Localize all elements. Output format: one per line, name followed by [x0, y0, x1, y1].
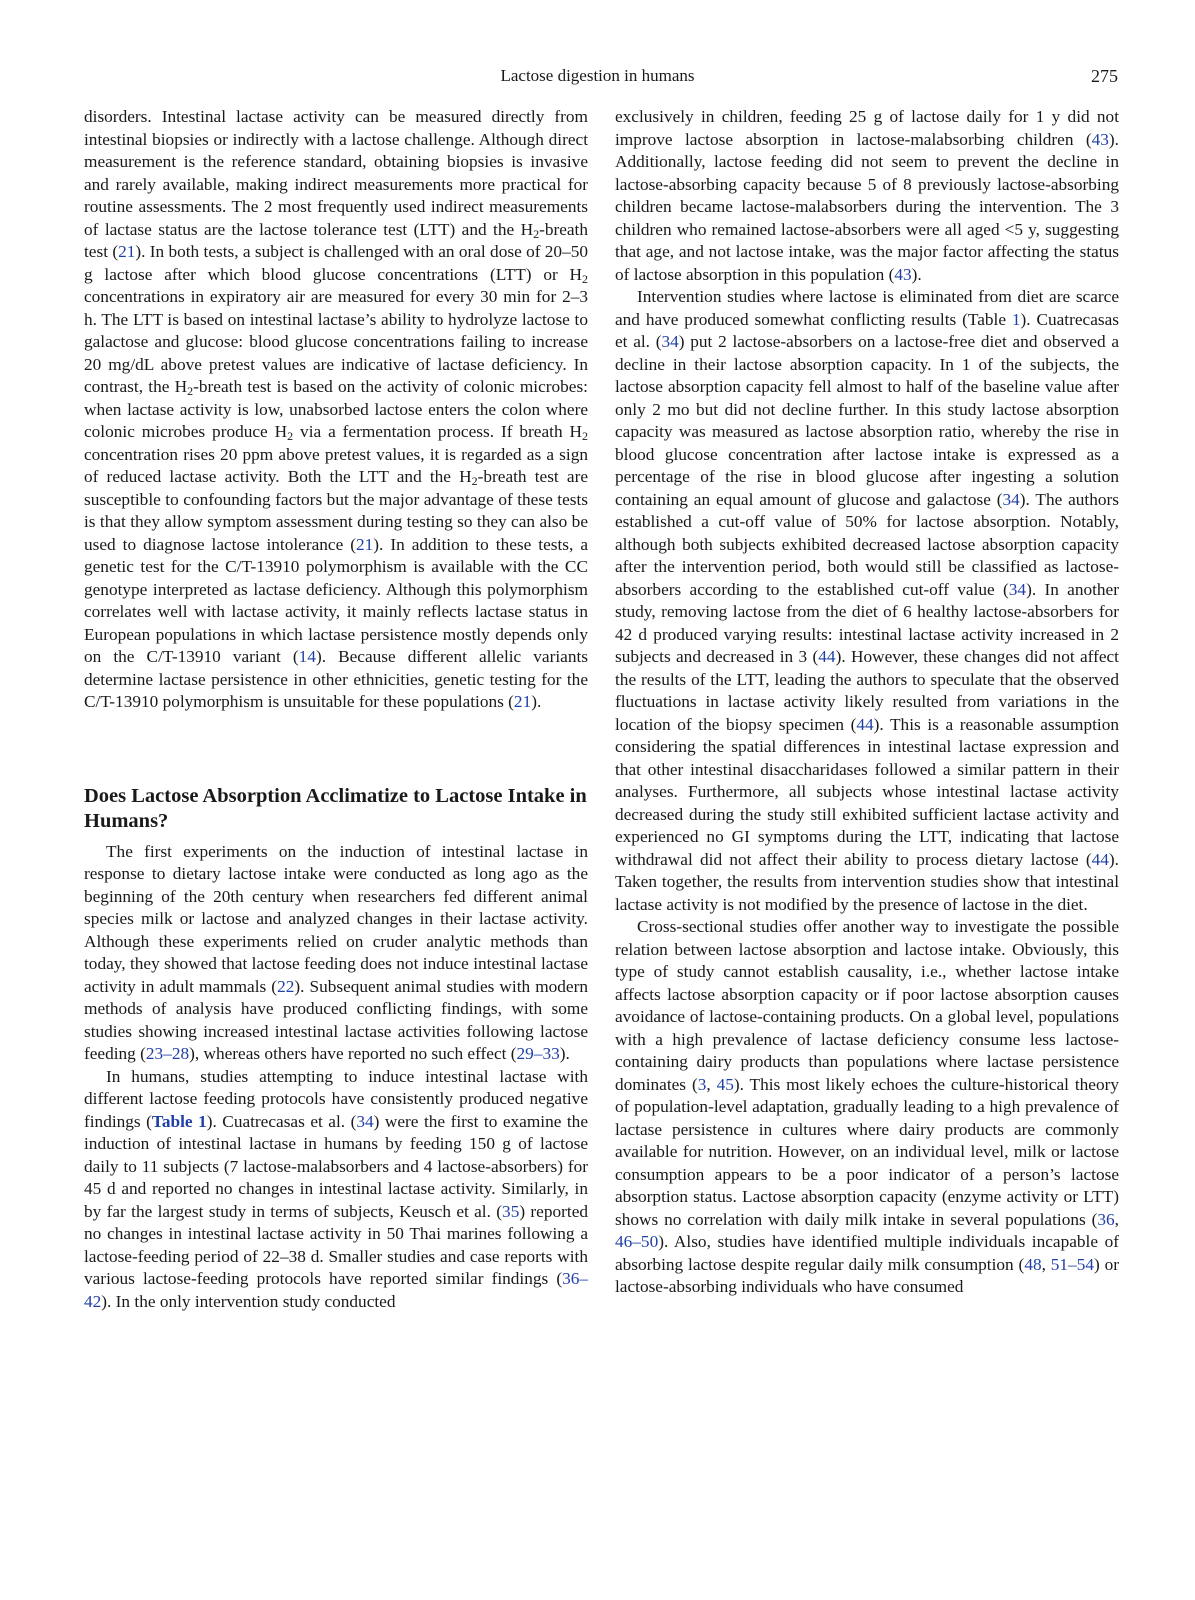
- citation-link[interactable]: 43: [1091, 129, 1109, 149]
- table-link[interactable]: 1: [1011, 309, 1021, 329]
- section-heading: Does Lactose Absorption Acclimatize to Lactose Intake in Humans?: [84, 784, 587, 832]
- citation-link[interactable]: 36: [1097, 1209, 1115, 1229]
- citation-link[interactable]: 43: [894, 264, 912, 284]
- page-number: 275: [1091, 66, 1118, 86]
- citation-link[interactable]: 34: [1002, 489, 1020, 509]
- paragraph: exclusively in children, feeding 25 g of lactose daily for 1 y did not improve lactose absorption in lactose-malabsorbing children (43). Additionally, lactose feeding did not seem to prevent the decline in lactose-absorbing capacity because 5 of 8 previously lactose-absorbing children became lactose-malabsorbers during the intervention. The 3 children who remained lactose-absorbers were all aged <5 y, suggesting that age, and not lactose intake, was the major factor affecting the status of lactose absorption in this population (43).: [615, 107, 1119, 284]
- citation-link[interactable]: 48: [1024, 1254, 1042, 1274]
- citation-link[interactable]: 44: [818, 647, 836, 666]
- citation-link[interactable]: 34: [1008, 579, 1027, 599]
- citation-link[interactable]: 44: [1091, 849, 1109, 869]
- citation-link[interactable]: 3: [697, 1074, 707, 1094]
- citation-link[interactable]: 23–28: [145, 1044, 190, 1063]
- paragraph: The first experiments on the induction of intestinal lactase in response to dietary lactose intake were conducted as long ago as the beginning of the 20th century when researchers fed different animal species milk or lactose and analyzed changes in their lactase activity. Although these experiments relied on cruder analytic methods than today, they showed that lactose feeding does not induce intestinal lactase activity in adult mammals (22). Subsequent animal studies with modern methods of analysis have produced conflicting findings, with some studies showing increased intestinal lactase activities following lactose feeding (23–28), whereas others have reported no such effect (29–33).: [84, 841, 588, 1063]
- citation-link[interactable]: 34: [661, 332, 679, 351]
- citation-link[interactable]: 44: [856, 714, 874, 734]
- citation-link[interactable]: 14: [298, 647, 316, 666]
- citation-link[interactable]: 46–50: [615, 1232, 659, 1251]
- citation-link[interactable]: 21: [356, 534, 374, 554]
- paragraph: Cross-sectional studies offer another way to investigate the possible relation between lactose absorption and lactose intake. Obviously, this type of study cannot establish causality, i.e., whether lactose intake affects lactose absorption capacity or if poor lactose absorption causes avoidance of lactose-containing products. On a global level, populations with a high prevalence of lactase deficiency consume less lactose-containing dairy products than populations where lactase persistence dominates (3, 45). This most likely echoes the culture-historical theory of population-level adaptation, gradually leading to a high prevalence of lactase persistence in cultures where dairy products are commonly available for nutrition. However, on an individual level, milk or lactose consumption appears to be a poor indicator of a person’s lactose absorption status. Lactose absorption capacity (enzyme activity or LTT) shows no correlation with daily milk intake in several populations (36, 46–50). Also, studies have identified multiple individuals incapable of absorbing lactose despite regular daily milk consumption (48, 51–54) or lactose-absorbing individuals who have consumed: [615, 917, 1120, 1296]
- citation-link[interactable]: 21: [513, 692, 532, 711]
- citation-link[interactable]: 51–54: [1050, 1254, 1094, 1274]
- citation-link[interactable]: 34: [356, 1111, 374, 1131]
- citation-link[interactable]: 21: [118, 242, 136, 261]
- citation-link[interactable]: 45: [716, 1074, 734, 1094]
- citation-link[interactable]: 36–42: [84, 1269, 588, 1311]
- right-column: [615, 106, 1119, 1299]
- citation-link[interactable]: 22: [277, 976, 295, 996]
- paragraph: disorders. Intestinal lactase activity can be measured directly from intestinal biopsies or indirectly with a lactose challenge. Although direct measurement is the reference standard, obtaining biopsies is invasive and rarely available, making indirect measurements more practical for routine assessments. The 2 most frequently used indirect measurements of lactase status are the lactose tolerance test (LTT) and the $H_2$-breath test (21). In both tests, a subject is challenged with an oral dose of 20–50 g lactose after which blood glucose concentrations (LTT) or $H_2$ concentrations in expiratory air are measured for every 30 min for 2–3 h. The LTT is based on intestinal lactase’s ability to hydrolyze lactose to galactose and glucose: blood glucose concentrations failing to increase 20 mg/dL above pretest values are indicative of lactase deficiency. In contrast, the $H_2$-breath test is based on the activity of colonic microbes: when lactase activity is low, unabsorbed lactose enters the colon where colonic microbes produce $H_2$ via a fermentation process. If breath $H_2$ concentration rises 20 ppm above pretest values, it is regarded as a sign of reduced lactase activity. Both the LTT and the $H_2$-breath test are susceptible to confounding factors but the major advantage of these tests is that they allow symptom assessment during testing so they can also be used to diagnose lactose intolerance (21). In addition to these tests, a genetic test for the C/T-13910 polymorphism is available with the CC genotype interpreted as lactase deficiency. Although this polymorphism correlates well with lactase activity, it mainly reflects lactase status in European populations in which lactase persistence mostly depends only on the C/T-13910 variant (14). Because different allelic variants determine lactase persistence in other ethnicities, genetic testing for the C/T-13910 polymorphism is unsuitable for these populations (21).: [84, 107, 588, 711]
- left-column: [84, 106, 588, 1313]
- paragraph: Intervention studies where lactose is eliminated from diet are scarce and have produced somewhat conflicting results (Table 1). Cuatrecasas et al. (34) put 2 lactose-absorbers on a lactose-free diet and observed a decline in their lactose absorption capacity. In 1 of the subjects, the lactose absorption capacity fell almost to half of the baseline value after only 2 mo but did not decline further. In this study lactose absorption capacity was measured as lactose absorption ratio, whereby the rise in blood glucose concentration after lactose intake is expressed as a percentage of the rise in blood glucose after ingesting a solution containing an equal amount of glucose and galactose (34). The authors established a cut-off value of 50% for lactose absorption. Notably, although both subjects exhibited decreased lactose absorption capacity after the intervention period, both would still be classified as lactose-absorbers according to the established cut-off value (34). In another study, removing lactose from the diet of 6 healthy lactose-absorbers for 42 d produced varying results: intestinal lactase activity increased in 2 subjects and decreased in 3 (44). However, these changes did not affect the results of the LTT, leading the authors to speculate that the observed fluctuations in lactase activity likely resulted from variations in the location of the biopsy specimen (44). This is a reasonable assumption considering the spatial differences in intestinal lactase expression and that other intestinal disaccharidases followed a similar pattern in their analyses. Furthermore, all subjects whose intestinal lactase activity decreased during the study still exhibited sufficient lactase activity and experienced no GI symptoms during the LTT, indicating that lactose withdrawal did not affect their ability to process dietary lactose (44). Taken together, the results from intervention studies show that intestinal lactase activity is not modified by the presence of lactose in the diet.: [615, 287, 1119, 914]
- paragraph: In humans, studies attempting to induce intestinal lactase with different lactose feeding protocols have consistently produced negative findings (Table 1). Cuatrecasas et al. (34) were the first to examine the induction of intestinal lactase in humans by feeding 150 g of lactose daily to 11 subjects (7 lactose-malabsorbers and 4 lactose-absorbers) for 45 d and reported no changes in intestinal lactase activity. Similarly, in by far the largest study in terms of subjects, Keusch et al. (35) reported no changes in intestinal lactase activity in 50 Thai marines following a lactose-feeding period of 22–38 d. Smaller studies and case reports with various lactose-feeding protocols have reported similar findings (36–42). In the only intervention study conducted: [84, 1066, 589, 1311]
- running-title: Lactose digestion in humans: [500, 66, 695, 85]
- citation-link[interactable]: 35: [502, 1201, 520, 1221]
- table-link[interactable]: Table 1: [151, 1111, 207, 1131]
- citation-link[interactable]: 29–33: [516, 1044, 560, 1063]
